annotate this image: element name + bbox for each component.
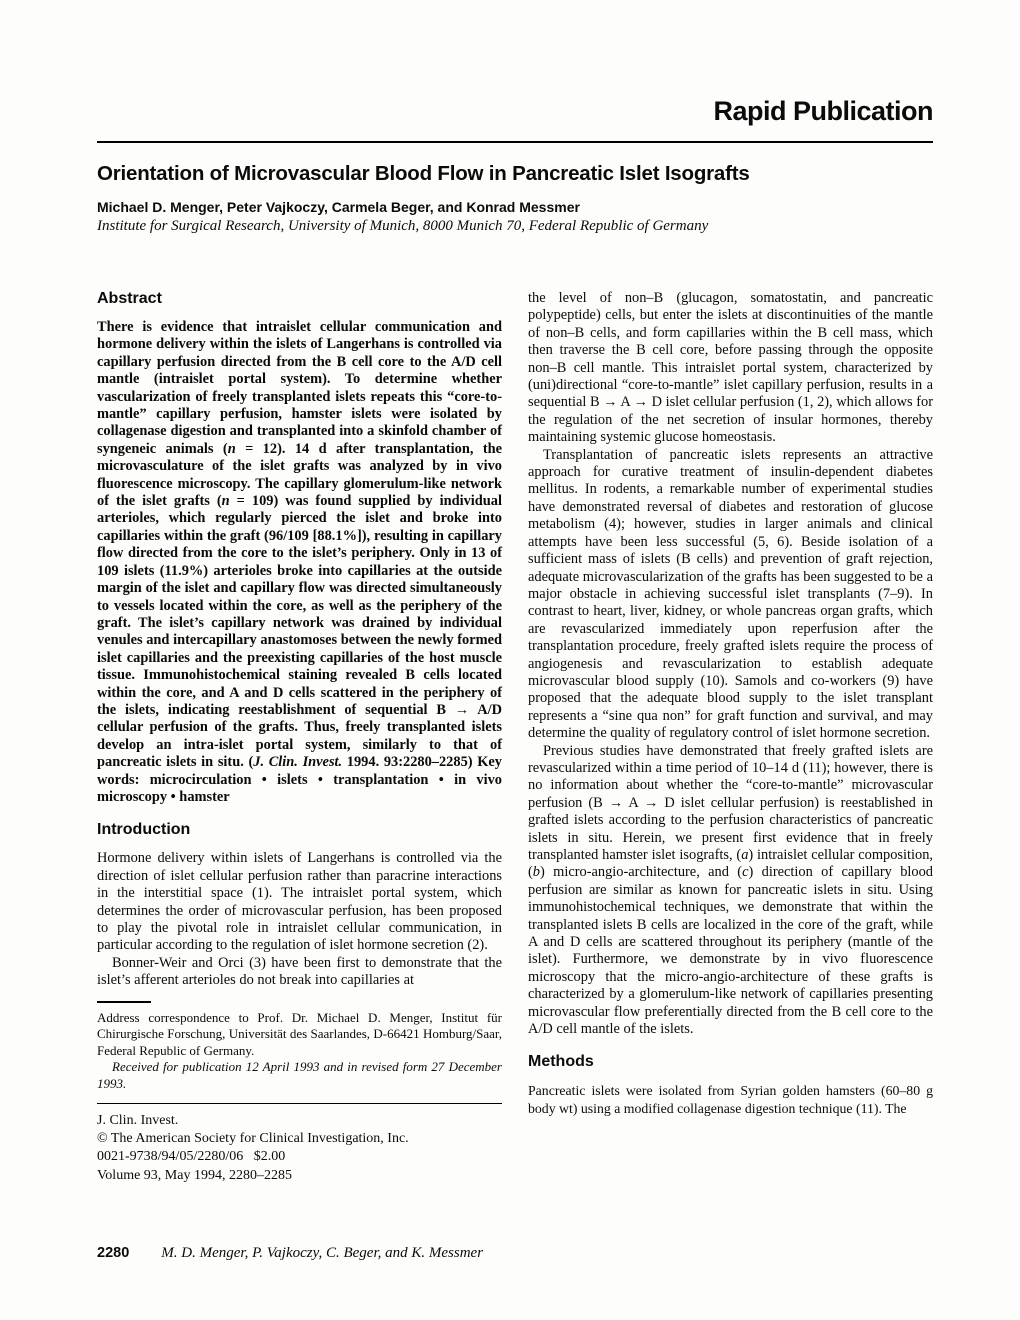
rapid-publication-banner: Rapid Publication: [713, 96, 933, 126]
correspondence-note: Address correspondence to Prof. Dr. Michael D. Menger, Institut für Chirurgische Forschung, Universität des Saarlandes, D-66421 Homburg/Saar, Federal Republic of Germany.: [97, 1009, 502, 1058]
right-column: [528, 290, 933, 1185]
article-title: Orientation of Microvascular Blood Flow in Pancreatic Islet Isografts: [97, 162, 750, 185]
affiliation-line: Institute for Surgical Research, University of Munich, 8000 Munich 70, Federal Republic of Germany: [97, 218, 709, 234]
right-paragraph-1: the level of non–B (glucagon, somatostatin, and pancreatic polypeptide) cells, but enter the islets at discontinuities of the mantle of non–B cells, and form capillaries within the B cell mass, which then traverse the B cell core, before passing through the opposite non–B cell mantle. This intraislet portal system, characterized by (uni)directional “core-to-mantle” islet capillary perfusion, results in a sequential B → A → D islet cellular perfusion (1, 2), which allows for the regulation of the net secretion of insular hormones, thereby maintaining systemic glucose homeostasis.: [528, 290, 933, 446]
footnote-divider: [97, 1001, 151, 1003]
methods-heading: Methods: [528, 1053, 594, 1071]
introduction-paragraph-2: Bonner-Weir and Orci (3) have been first to demonstrate that the islet’s afferent arterioles do not break into capillaries at: [97, 954, 502, 989]
imprint-issn-price: 0021-9738/94/05/2280/06 $2.00: [97, 1149, 286, 1165]
header-rule: [97, 141, 933, 143]
imprint-volume: Volume 93, May 1994, 2280–2285: [97, 1167, 292, 1183]
running-authors: M. D. Menger, P. Vajkoczy, C. Beger, and K. Messmer: [161, 1245, 484, 1261]
journal-imprint: [97, 1112, 502, 1186]
two-column-body: [97, 290, 933, 1185]
imprint-journal-name: J. Clin. Invest.: [97, 1112, 179, 1128]
introduction-paragraph-1: Hormone delivery within islets of Langerhans is controlled via the direction of islet cellular perfusion rather than paracrine interactions in the interstitial space (1). The intraislet portal system, which determines the order of microvascular perfusion, has been proposed to play the pivotal role in intraislet cellular communication, in particular according to the regulation of islet hormone secretion (2).: [97, 850, 502, 954]
right-paragraph-3: Previous studies have demonstrated that freely grafted islets are revascularized within a time period of 10–14 d (11); however, there is no information about whether the “core-to-mantle” microvascular perfusion (B → A → D islet cellular perfusion) is reestablished in grafted islets according to the perfusion characteristics of pancreatic islets in situ. Herein, we present first evidence that in freely transplanted hamster islet isografts, (a) intraislet cellular composition, (b) micro-angio-architecture, and (c) direction of capillary blood perfusion are similar as known for pancreatic islets in situ. Using immunohistochemical techniques, we demonstrate that within the transplanted islets B cells are localized in the core of the graft, while A and D cells are scattered throughout its periphery (mantle of the islet). Furthermore, we demonstrate by in vivo fluorescence microscopy that the micro-angio-architecture of these grafts is characterized by a glomerulum-like network of capillaries presenting microvascular flow preferentially directed from the B cell core to the A/D cell mantle of the islets.: [528, 742, 934, 1038]
introduction-heading: Introduction: [97, 821, 191, 839]
abstract-paragraph: There is evidence that intraislet cellular communication and hormone delivery within the islets of Langerhans is controlled via capillary perfusion directed from the B cell core to the A/D cell mantle (intraislet portal system). To determine whether vascularization of freely transplanted islets repeats this “core-to-mantle” capillary perfusion, hamster islets were isolated by collagenase digestion and transplanted into a skinfold chamber of syngeneic animals (n = 12). 14 d after transplantation, the microvasculature of the islet grafts was analyzed by in vivo fluorescence microscopy. The capillary glomerulum-like network of the islet grafts (n = 109) was found supplied by individual arterioles, which regularly pierced the islet and broke into capillaries within the graft (96/109 [88.1%]), resulting in capillary flow directed from the core to the islet’s periphery. Only in 13 of 109 islets (11.9%) arterioles broke into capillaries at the outside margin of the islet and capillary flow was directed simultaneously to vessels located within the core, as well as the periphery of the graft. The islet’s capillary network was drained by individual venules and intercapillary anastomoses between the newly formed islet capillaries and the preexisting capillaries of the host muscle tissue. Immunohistochemical staining revealed B cells located within the core, and A and D cells scattered in the periphery of the islets, indicating reestablishment of sequential B → A/D cellular perfusion of the grafts. Thus, freely transplanted islets develop an intra-islet portal system, similarly to that of pancreatic islets in situ. (J. Clin. Invest. 1994. 93:2280–2285) Key words: microcirculation • islets • transplantation • in vivo microscopy • hamster: [97, 319, 502, 805]
received-note: Received for publication 12 April 1993 and in revised form 27 December 1993.: [97, 1059, 502, 1091]
right-paragraph-2: Transplantation of pancreatic islets represents an attractive approach for curative treatment of insulin-dependent diabetes mellitus. In rodents, a remarkable number of experimental studies have demonstrated reversal of diabetes and restoration of glucose metabolism (4); however, studies in larger animals and clinical attempts have been less successful (5, 6). Beside isolation of a sufficient mass of islets (B cells) and prevention of graft rejection, adequate microvascularization of the grafts has been suggested to be a major obstacle in achieving successful islet transplants (7–9). In contrast to heart, liver, kidney, or whole pancreas organ grafts, which are revascularized immediately upon reperfusion after the transplantation procedure, freely grafted islets require the process of angiogenesis and revascularization to establish adequate microvascular blood supply (10). Samols and co-workers (9) have proposed that the adequate blood supply to the islet transplant represents a “sine qua non” for graft function and survival, and may determine the quality of regulatory control of islet hormone secretion.: [528, 446, 933, 742]
methods-paragraph: Pancreatic islets were isolated from Syrian golden hamsters (60–80 g body wt) using a modified collagenase digestion technique (11). The: [528, 1083, 933, 1116]
page-number: 2280: [97, 1245, 130, 1261]
authors-line: Michael D. Menger, Peter Vajkoczy, Carmela Beger, and Konrad Messmer: [97, 199, 580, 215]
left-column: [97, 290, 502, 1185]
imprint-divider: [97, 1103, 502, 1104]
page-footer: [97, 1244, 933, 1262]
abstract-heading: Abstract: [97, 290, 162, 307]
imprint-copyright: © The American Society for Clinical Investigation, Inc.: [97, 1131, 409, 1146]
